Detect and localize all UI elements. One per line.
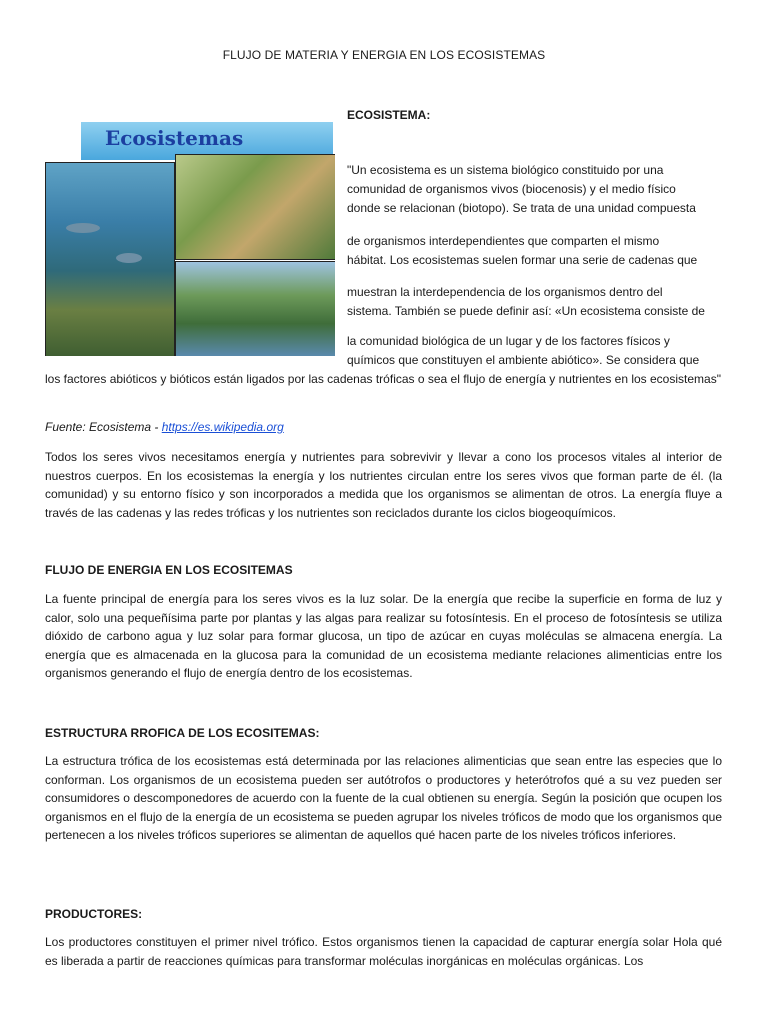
estructura-heading: ESTRUCTURA RROFICA DE LOS ECOSITEMAS: <box>45 726 320 740</box>
ecosistema-paragraph: Todos los seres vivos necesitamos energía y nutrientes para sobrevivir y llevar a cono los procesos vitales al interior de nuestros cuerpos. En los ecosistemas la energía y los nutrientes circulan entre los seres vivos que forman parte de él. (la comunidad) y su entorno físico y son incorporados a medida que los organismos se alimentan de otros. La energía fluye a través de las cadenas y las redes tróficas y los nutrientes son reciclados durante los ciclos biogeoquímicos. <box>45 450 722 520</box>
definition-block-2 <box>347 232 722 270</box>
definition-line: sistema. También se puede definir así: «Un ecosistema consiste de <box>347 304 705 318</box>
definition-line: donde se relacionan (biotopo). Se trata de una unidad compuesta <box>347 201 696 215</box>
wikipedia-link[interactable]: https://es.wikipedia.org <box>161 420 284 434</box>
definition-line: de organismos interdependientes que comparten el mismo <box>347 234 660 248</box>
definition-line: hábitat. Los ecosistemas suelen formar una serie de cadenas que <box>347 253 698 267</box>
ecosistema-heading <box>347 106 722 125</box>
landscape-tile <box>175 261 335 356</box>
source-line <box>45 418 722 437</box>
definition-line: comunidad de organismos vivos (biocenosis) y el medio físico <box>347 182 676 196</box>
productores-paragraph: Los productores constituyen el primer nivel trófico. Estos organismos tienen la capacidad de capturar energía solar Hola qué es liberada a partir de reacciones químicas para transformar moléculas inorgánicas en moléculas orgánicas. Los <box>45 935 722 968</box>
definition-line: "Un ecosistema es un sistema biológico constituido por una <box>347 163 664 177</box>
savanna-tile <box>175 154 335 260</box>
section-heading: ECOSISTEMA: <box>347 108 431 122</box>
definition-continuation: los factores abióticos y bióticos están ligados por las cadenas tróficas o sea el flujo de energía y nutrientes en los ecosistemas" <box>45 372 721 386</box>
definition-block-1 <box>347 161 722 218</box>
productores-heading: PRODUCTORES: <box>45 907 143 921</box>
figure-banner-text: Ecosistemas <box>105 126 244 150</box>
source-prefix: Fuente: Ecosistema - <box>45 420 162 434</box>
definition-block-3 <box>347 283 722 321</box>
estructura-paragraph: La estructura trófica de los ecosistemas está determinada por las relaciones alimenticias que sean entre las especies que lo conforman. Los organismos de un ecosistema pueden ser autótrofos o productores y heterótrofos qué a su vez pueden ser consumidores o descomponedores de acuerdo con la fuente de la cual obtienen su energía. Según la posición que ocupen los organismos en el flujo de la energía de un ecosistema se pueden agrupar los niveles tróficos de modo que los organismos que pertenecen a los niveles tróficos superiores se alimentan de aquellos qué hacen parte de los niveles tróficos inferiores. <box>45 754 722 842</box>
fish-icon <box>66 223 100 233</box>
fish-icon <box>116 253 142 263</box>
ecosystem-collage-image <box>45 106 335 356</box>
document-title: FLUJO DE MATERIA Y ENERGIA EN LOS ECOSISTEMAS <box>222 48 546 62</box>
definition-line: la comunidad biológica de un lugar y de los factores físicos y <box>347 334 670 348</box>
flujo-heading: FLUJO DE ENERGIA EN LOS ECOSITEMAS <box>45 563 293 577</box>
flujo-paragraph: La fuente principal de energía para los seres vivos es la luz solar. De la energía que recibe la superficie en forma de luz y calor, solo una pequeñísima parte por plantas y las algas para realizar su fotosíntesis. En el proceso de fotosíntesis se utiliza dióxido de carbono agua y luz solar para formar glucosa, un tipo de azúcar en cuyas moléculas se almacena energía. La energía que es almacenada en la glucosa para la comunidad de un ecosistema mediante relaciones alimenticias entre los organismos generando el flujo de energía dentro de los ecosistemas. <box>45 592 722 680</box>
definition-block-4 <box>347 332 722 370</box>
definition-line: químicos que constituyen el ambiente abiótico». Se considera que <box>347 353 700 367</box>
ocean-tile <box>45 162 175 356</box>
definition-line: muestran la interdependencia de los organismos dentro del <box>347 285 663 299</box>
